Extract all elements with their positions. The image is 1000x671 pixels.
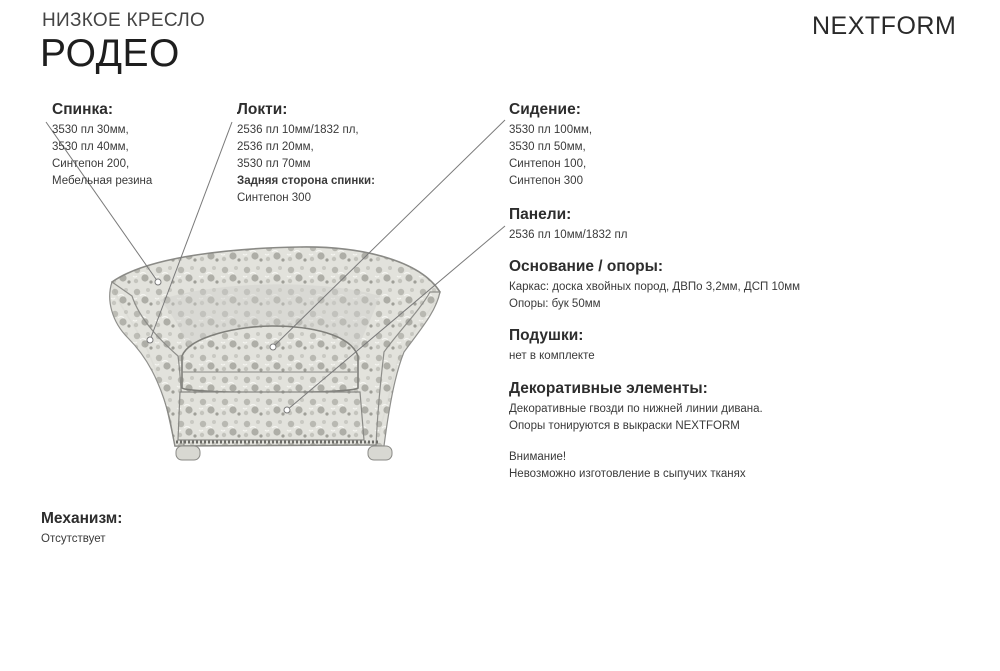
mechanism-line: Отсутствует [41,533,106,545]
section-cushions [509,327,595,365]
decor-line: Опоры тонируются в выкраски NEXTFORM [509,420,740,432]
section-decor [509,380,763,435]
section-panels-title: Панели: [509,206,572,223]
back-line: Синтепон 200, [52,158,130,170]
section-seat-title: Сидение: [509,101,581,118]
section-decor-title: Декоративные элементы: [509,380,708,397]
back-line: Мебельная резина [52,175,153,187]
section-base-title: Основание / опоры: [509,258,664,275]
chair-leg-left [176,446,200,460]
product-type: НИЗКОЕ КРЕСЛО [42,10,206,31]
section-base [509,258,800,313]
section-panels [509,206,627,244]
cushions-line: нет в комплекте [509,350,595,362]
seat-line: Синтепон 100, [509,158,587,170]
arms-line: 2536 пл 10мм/1832 пл, [237,124,359,136]
back-line: 3530 пл 40мм, [52,141,129,153]
section-back [52,101,152,190]
attention-heading: Внимание! [509,451,567,463]
base-line: Опоры: бук 50мм [509,298,601,310]
arms-subtitle: Задняя сторона спинки: [237,175,375,187]
arms-line: 3530 пл 70мм [237,158,311,170]
panels-line: 2536 пл 10мм/1832 пл [509,229,628,241]
chair-leg-right [368,446,392,460]
section-seat [509,101,592,190]
product-title: РОДЕО [40,32,180,75]
section-arms [237,101,375,207]
arms-subline: Синтепон 300 [237,192,311,204]
section-back-title: Спинка: [52,101,113,118]
seat-line: 3530 пл 100мм, [509,124,593,136]
chair-seat-cushion [182,326,358,393]
seat-line: 3530 пл 50мм, [509,141,586,153]
brand-logo: NEXTFORM [812,12,957,40]
section-cushions-title: Подушки: [509,327,584,344]
section-arms-title: Локти: [237,101,288,118]
back-line: 3530 пл 30мм, [52,124,129,136]
arms-line: 2536 пл 20мм, [237,141,314,153]
section-mechanism-title: Механизм: [41,510,123,527]
chair-front-panel [178,392,364,440]
seat-line: Синтепон 300 [509,175,583,187]
attention-text: Невозможно изготовление в сыпучих тканях [509,468,746,480]
attention-note [509,449,746,483]
section-mechanism [41,510,122,548]
base-line: Каркас: доска хвойных пород, ДВПо 3,2мм, ДСП 10мм [509,281,801,293]
decor-line: Декоративные гвозди по нижней линии дивана. [509,403,763,415]
